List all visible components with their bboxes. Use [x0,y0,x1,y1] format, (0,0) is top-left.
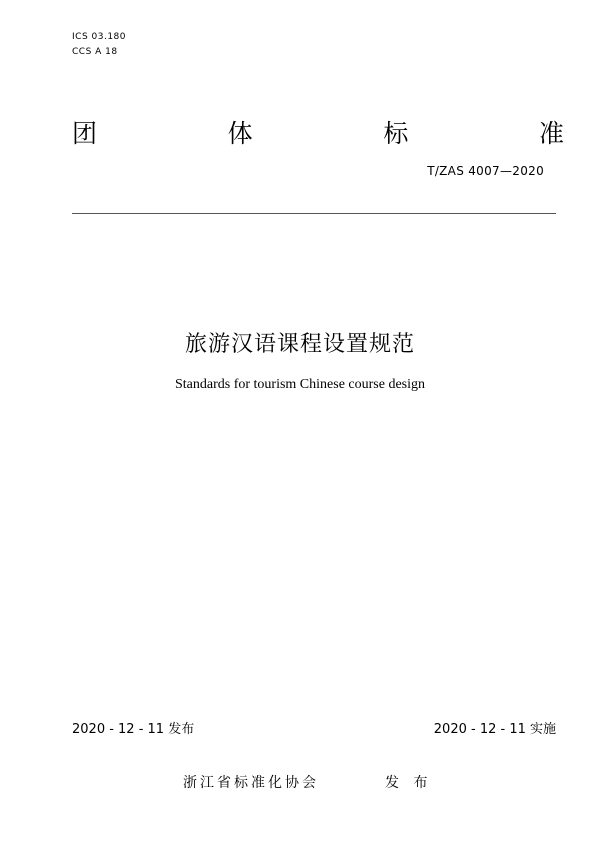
standard-number: T/ZAS 4007—2020 [427,164,544,178]
standard-type-heading [72,114,564,150]
issuing-organization: 浙江省标准化协会 [183,775,319,791]
standard-type-char-2: 体 [227,119,253,148]
ccs-code: CCS A 18 [72,47,118,57]
standard-type-char-4: 准 [538,119,564,148]
document-title-english: Standards for tourism Chinese course design [174,377,425,392]
header-divider [72,213,556,214]
issue-label: 发 布 [385,775,433,791]
publish-date: 2020 - 12 - 11 发布 [72,722,195,737]
standard-type-char-1: 团 [72,119,98,148]
ics-code: ICS 03.180 [72,32,127,42]
implement-date: 2020 - 12 - 11 实施 [433,722,556,737]
standard-type-char-3: 标 [383,119,409,148]
document-title-chinese: 旅游汉语课程设置规范 [184,332,415,357]
classification-codes [72,30,126,60]
